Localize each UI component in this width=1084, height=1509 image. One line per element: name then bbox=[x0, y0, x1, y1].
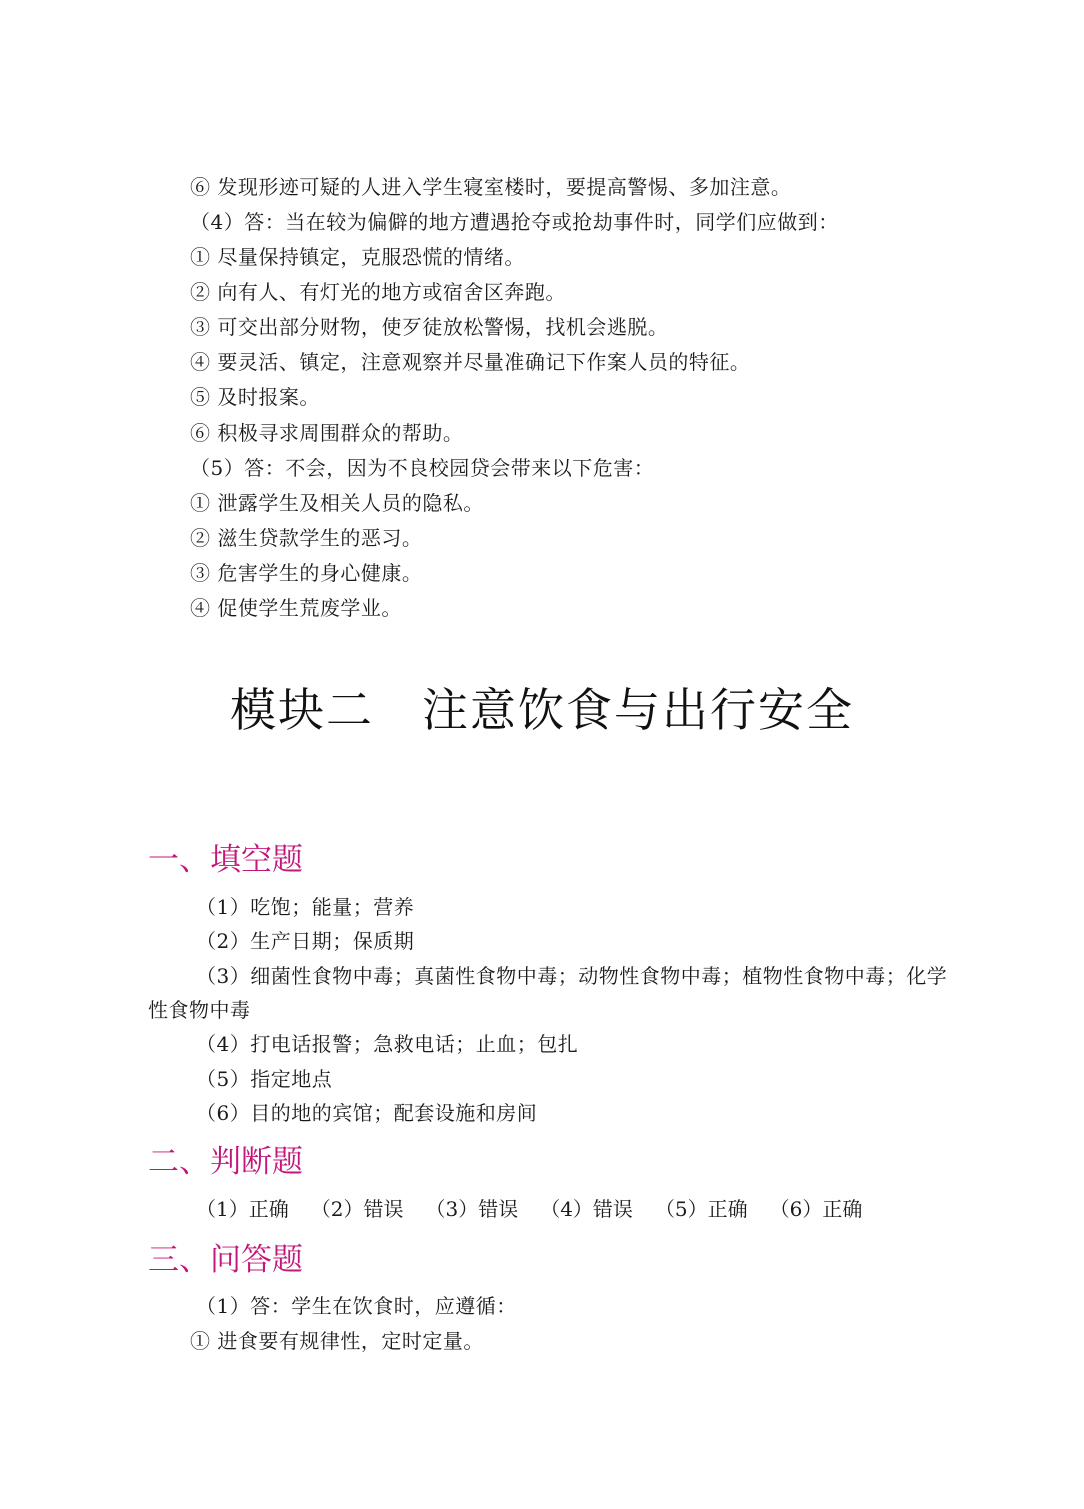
fill-answer-3: （3）细菌性食物中毒；真菌性食物中毒；动物性食物中毒；植物性食物中毒；化学 bbox=[196, 964, 948, 988]
answer-4-item-3: ③ 可交出部分财物，使歹徒放松警惕，找机会逃脱。 bbox=[190, 315, 669, 339]
answer-4-item-6: ⑥ 积极寻求周围群众的帮助。 bbox=[190, 421, 464, 445]
section-heading-judge: 二、判断题 bbox=[148, 1144, 303, 1180]
fill-answer-4: （4）打电话报警；急救电话；止血；包扎 bbox=[196, 1032, 579, 1056]
judge-answer-4: （4）错误 bbox=[540, 1197, 633, 1221]
judge-answers-row bbox=[196, 1196, 862, 1222]
fill-answer-6: （6）目的地的宾馆；配套设施和房间 bbox=[196, 1101, 538, 1125]
fill-answer-1: （1）吃饱；能量；营养 bbox=[196, 895, 415, 919]
judge-answer-1: （1）正确 bbox=[196, 1197, 289, 1221]
section-heading-qa: 三、问答题 bbox=[148, 1242, 303, 1278]
answer-4-item-5: ⑤ 及时报案。 bbox=[190, 385, 320, 409]
judge-answer-6: （6）正确 bbox=[769, 1197, 863, 1221]
answer-5-intro: （5）答：不会，因为不良校园贷会带来以下危害： bbox=[190, 456, 655, 480]
answer-4-item-2: ② 向有人、有灯光的地方或宿舍区奔跑。 bbox=[190, 280, 566, 304]
answer-5-item-4: ④ 促使学生荒废学业。 bbox=[190, 596, 402, 620]
answer-5-item-2: ② 滋生贷款学生的恶习。 bbox=[190, 526, 423, 550]
section-heading-fill-blank: 一、填空题 bbox=[148, 842, 303, 878]
answer-4-item-1: ① 尽量保持镇定，克服恐慌的情绪。 bbox=[190, 245, 525, 269]
qa-answer-1-intro: （1）答：学生在饮食时，应遵循： bbox=[196, 1294, 517, 1318]
answer-5-item-3: ③ 危害学生的身心健康。 bbox=[190, 561, 423, 585]
judge-answer-3: （3）错误 bbox=[425, 1197, 519, 1221]
answer-4-item-4: ④ 要灵活、镇定，注意观察并尽量准确记下作案人员的特征。 bbox=[190, 350, 751, 374]
fill-answer-5: （5）指定地点 bbox=[196, 1067, 333, 1091]
answer-item-prev-6: ⑥ 发现形迹可疑的人进入学生寝室楼时，要提高警惕、多加注意。 bbox=[190, 175, 792, 199]
fill-answer-2: （2）生产日期；保质期 bbox=[196, 929, 415, 953]
module-title: 模块二 注意饮食与出行安全 bbox=[230, 683, 854, 737]
answer-4-intro: （4）答：当在较为偏僻的地方遭遇抢夺或抢劫事件时，同学们应做到： bbox=[190, 210, 839, 234]
answer-5-item-1: ① 泄露学生及相关人员的隐私。 bbox=[190, 491, 484, 515]
fill-answer-3-continued: 性食物中毒 bbox=[148, 998, 251, 1022]
qa-answer-1-item-1: ① 进食要有规律性，定时定量。 bbox=[190, 1329, 484, 1353]
judge-answer-2: （2）错误 bbox=[310, 1197, 404, 1221]
judge-answer-5: （5）正确 bbox=[654, 1197, 748, 1221]
